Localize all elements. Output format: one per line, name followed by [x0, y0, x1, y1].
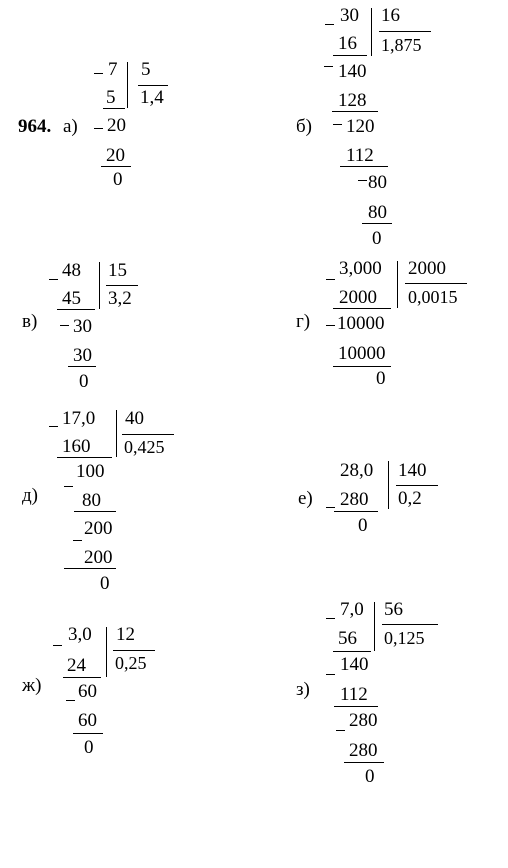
step-line	[333, 308, 391, 309]
remainder-v: 0	[79, 371, 89, 392]
minus-sign	[326, 618, 335, 619]
quotient-line	[113, 650, 155, 651]
dividend-a: 7	[108, 59, 118, 80]
quotient-line	[382, 624, 438, 625]
quotient-d: 0,425	[124, 437, 165, 457]
problem-label-d: д)	[22, 485, 38, 506]
step-v-3: 30	[73, 345, 92, 366]
quotient-line	[138, 85, 168, 86]
problem-label-z: з)	[296, 679, 310, 700]
exercise-number: 964.	[18, 116, 52, 137]
step-e-1: 280	[340, 489, 369, 510]
step-z-5: 280	[349, 740, 378, 761]
divisor-d: 40	[125, 408, 144, 429]
step-g-3: 10000	[338, 343, 386, 364]
dividend-d: 17,0	[62, 408, 96, 429]
minus-sign	[49, 426, 58, 427]
step-line	[68, 366, 96, 367]
quotient-line	[379, 31, 431, 32]
dividend-b: 30	[340, 5, 359, 26]
problem-label-zh: ж)	[22, 675, 42, 696]
step-line	[101, 166, 131, 167]
step-z-3: 112	[340, 684, 368, 705]
step-g-1: 2000	[339, 287, 377, 308]
division-bar	[127, 62, 128, 108]
minus-sign	[94, 73, 103, 74]
division-bar	[116, 410, 117, 457]
step-b-3: 128	[338, 90, 367, 111]
divisor-z: 56	[384, 599, 403, 620]
minus-sign	[326, 507, 335, 508]
divisor-v: 15	[108, 260, 127, 281]
minus-sign	[64, 486, 73, 487]
step-line	[333, 651, 371, 652]
divisor-zh: 12	[116, 624, 135, 645]
division-bar	[106, 627, 107, 677]
step-line	[333, 366, 391, 367]
step-a-1: 5	[106, 87, 116, 108]
quotient-g: 0,0015	[408, 287, 458, 307]
step-b-1: 16	[338, 33, 357, 54]
minus-sign	[324, 66, 333, 67]
division-bar	[397, 261, 398, 308]
step-line	[332, 111, 378, 112]
minus-sign	[326, 279, 335, 280]
step-line	[333, 55, 367, 56]
dividend-g: 3,000	[339, 258, 382, 279]
step-g-2: 10000	[337, 313, 385, 334]
step-line	[64, 568, 116, 569]
quotient-line	[405, 283, 467, 284]
step-b-7: 80	[368, 202, 387, 223]
step-b-4: 120	[346, 116, 375, 137]
dividend-v: 48	[62, 260, 81, 281]
division-bar	[99, 262, 100, 309]
step-d-5: 200	[84, 547, 113, 568]
minus-sign	[73, 540, 82, 541]
step-line	[57, 309, 95, 310]
step-zh-2: 60	[78, 681, 97, 702]
division-bar	[374, 602, 375, 651]
step-zh-1: 24	[67, 655, 86, 676]
step-d-4: 200	[84, 518, 113, 539]
minus-sign	[325, 24, 334, 25]
step-line	[57, 457, 112, 458]
problem-label-a: а)	[63, 116, 78, 137]
quotient-z: 0,125	[384, 628, 425, 648]
minus-sign	[336, 730, 345, 731]
step-line	[344, 762, 384, 763]
step-line	[340, 166, 388, 167]
quotient-line	[106, 285, 138, 286]
step-z-2: 140	[340, 654, 369, 675]
step-zh-3: 60	[78, 710, 97, 731]
divisor-b: 16	[381, 5, 400, 26]
step-line	[362, 223, 392, 224]
minus-sign	[49, 279, 58, 280]
quotient-v: 3,2	[108, 288, 132, 309]
dividend-e: 28,0	[340, 460, 374, 481]
minus-sign	[326, 325, 335, 326]
dividend-zh: 3,0	[68, 624, 92, 645]
divisor-g: 2000	[408, 258, 446, 279]
remainder-a: 0	[113, 169, 123, 190]
minus-sign	[60, 325, 69, 326]
step-d-2: 100	[76, 461, 105, 482]
quotient-e: 0,2	[398, 488, 422, 509]
step-a-2: 20	[107, 115, 126, 136]
minus-sign	[94, 128, 103, 129]
minus-sign	[53, 645, 62, 646]
problem-label-b: б)	[296, 116, 312, 137]
quotient-b: 1,875	[381, 35, 422, 55]
remainder-d: 0	[100, 573, 110, 594]
minus-sign	[358, 180, 367, 181]
step-d-3: 80	[82, 490, 101, 511]
quotient-line	[122, 434, 174, 435]
problem-label-e: е)	[298, 488, 313, 509]
remainder-z: 0	[365, 766, 375, 787]
step-line	[334, 511, 378, 512]
step-b-5: 112	[346, 145, 374, 166]
step-a-3: 20	[106, 145, 125, 166]
dividend-z: 7,0	[340, 599, 364, 620]
divisor-e: 140	[398, 460, 427, 481]
step-d-1: 160	[62, 436, 91, 457]
problem-label-v: в)	[22, 311, 38, 332]
step-line	[334, 706, 378, 707]
quotient-zh: 0,25	[115, 653, 147, 673]
step-b-6: 80	[368, 172, 387, 193]
division-bar	[388, 461, 389, 509]
step-line	[63, 677, 101, 678]
step-z-4: 280	[349, 710, 378, 731]
minus-sign	[66, 700, 75, 701]
step-z-1: 56	[338, 628, 357, 649]
remainder-zh: 0	[84, 737, 94, 758]
quotient-line	[396, 485, 438, 486]
step-v-2: 30	[73, 316, 92, 337]
quotient-a: 1,4	[140, 87, 164, 108]
step-line	[103, 108, 125, 109]
remainder-e: 0	[358, 515, 368, 536]
remainder-b: 0	[372, 228, 382, 249]
remainder-g: 0	[376, 368, 386, 389]
minus-sign	[326, 674, 335, 675]
step-b-2: 140	[338, 61, 367, 82]
step-line	[74, 511, 116, 512]
division-bar	[371, 8, 372, 56]
minus-sign	[333, 124, 342, 125]
step-v-1: 45	[62, 288, 81, 309]
step-line	[73, 733, 103, 734]
divisor-a: 5	[141, 59, 151, 80]
problem-label-g: г)	[296, 311, 311, 332]
